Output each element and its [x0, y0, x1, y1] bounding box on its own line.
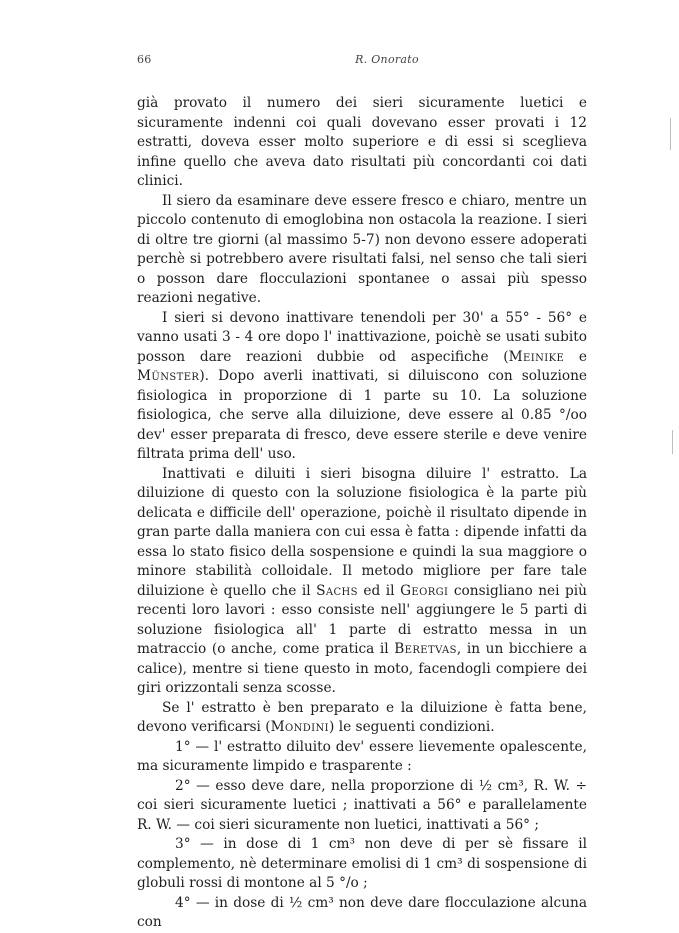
author-citation: Beretvas [394, 641, 457, 657]
text-run: , in un bicchiere a calice), mentre si tiene questo in moto, facendogli compiere dei giri orizzontali senza scosse. [137, 641, 587, 696]
text-run: 3° — in dose di 1 cm³ non deve di per sè fissare il complemento, nè determinare emolisi di 1 cm³ di sospensione di globuli rossi di montone al 5 °/o ; [137, 836, 587, 891]
text-run: 1° — l' estratto diluito dev' essere lievemente opalescente, ma sicuramente limpido e trasparente : [137, 738, 587, 774]
running-head-author: R. Onorato [355, 53, 419, 66]
paragraph-dilution [137, 465, 587, 699]
paragraph-serum-freshness [137, 192, 587, 309]
text-run: 4° — in dose di ½ cm³ non deve dare flocculazione alcuna con [137, 894, 587, 930]
text-run: già provato il numero dei sieri sicuramente luetici e sicuramente indenni coi quali dovevano esser provati i 12 estratti, doveva esser molto superiore e di essi si sceglieva infine quello che aveva dato risultati più concordanti coi dati clinici. [137, 95, 587, 189]
author-citation: Mondini [270, 719, 330, 735]
paragraph-inactivation [137, 309, 587, 465]
author-citation: Sachs [316, 582, 358, 599]
author-citation: Münster [137, 368, 200, 384]
paragraph-continuation [137, 94, 587, 192]
condition-item-4 [137, 894, 587, 933]
text-run: Inattivati e diluiti i sieri bisogna diluire l' estratto. La diluizione di questo con la soluzione fisiologica è la parte più delicata e difficile dell' operazione, poichè il risultato dipende in gran parte dalla maniera con cui essa è fatta : dipende infatti da essa lo stato fisico della sospensione e quindi la sua maggiore o minore stabilità colloidale. Il metodo migliore per fare tale diluizione è quello che il [137, 465, 587, 599]
paragraph-conditions-intro [137, 699, 587, 738]
author-citation: Meinike [508, 348, 565, 365]
margin-scan-mark [670, 118, 671, 150]
page-number: 66 [137, 53, 152, 66]
author-citation: Georgi [400, 582, 449, 599]
text-run: Se l' estratto è ben preparato e la diluizione è fatta bene, devono verificarsi ( [137, 699, 587, 735]
text-run: I sieri si devono inattivare tenendoli per 30' a 55° - 56° e vanno usati 3 - 4 ore dopo l' inattivazione, poichè se usati subito posson dare reazioni dubbie od aspecifiche ( [137, 309, 587, 365]
text-run: ) le seguenti condizioni. [329, 719, 495, 735]
margin-scan-mark [672, 430, 673, 454]
text-run: consigliano nei più recenti loro lavori : esso consiste nell' aggiungere le 5 parti di soluzione fisiologica all' 1 parte di estratto messa in un matraccio (o anche, come pratica il [137, 582, 587, 657]
text-run: ). Dopo averli inattivati, si diluiscono con soluzione fisiologica in proporzione di 1 parte su 10. La soluzione fisiologica, che serve alla diluizione, deve essere al 0.85 °/oo dev' esser preparata di fresco, deve essere sterile e deve venire filtrata prima dell' uso. [137, 368, 587, 462]
condition-item-3 [137, 835, 587, 894]
running-head [137, 53, 585, 69]
text-run: e [564, 348, 588, 365]
text-run: Il siero da esaminare deve essere fresco e chiaro, mentre un piccolo contenuto di emoglobina non ostacola la reazione. I sieri di oltre tre giorni (al massimo 5-7) non devono essere adoperati perchè si potrebbero avere risultati falsi, nel senso che tali sieri o posson dare flocculazioni spontanee o assai più spesso reazioni negative. [137, 192, 587, 306]
condition-item-2 [137, 777, 587, 836]
body-text [137, 94, 587, 933]
text-run: 2° — esso deve dare, nella proporzione di ½ cm³, R. W. ÷ coi sieri sicuramente luetici ; inattivati a 56° e parallelamente R. W. — coi sieri sicuramente non luetici, inattivati a 56° ; [137, 777, 587, 833]
condition-item-1 [137, 738, 587, 777]
text-run: ed il [357, 582, 401, 599]
